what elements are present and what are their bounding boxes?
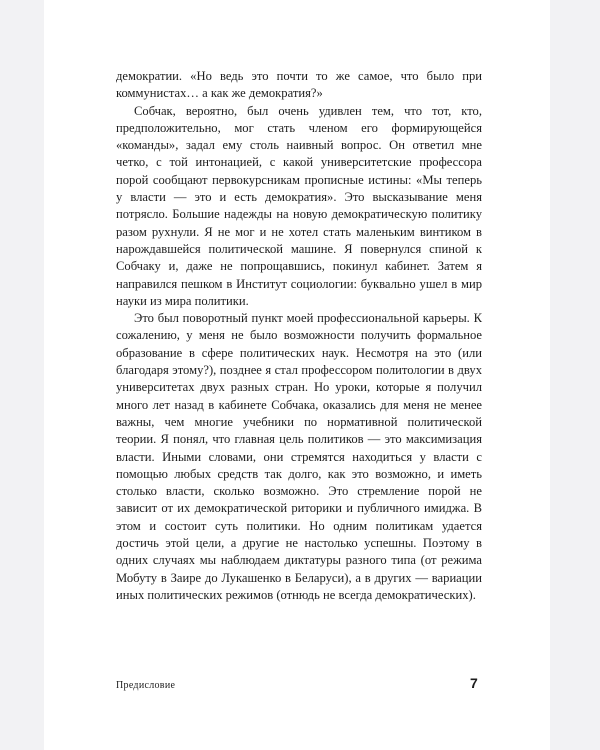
body-text: [116, 68, 482, 604]
book-page: [44, 0, 550, 750]
page-number: 7: [470, 675, 478, 691]
paragraph: Собчак, вероятно, был очень удивлен тем, что тот, кто, предположительно, мог стать членом его формирующейся «команды», задал ему столь наивный вопрос. Он ответил мне четко, с той интонацией, с какой университетские профессора порой сообщают первокурсникам прописные истины: «Мы теперь у власти — это и есть демократия». Это высказывание меня потрясло. Большие надежды на новую демократическую политику разом рухнули. Я не мог и не хотел стать маленьким винтиком в нарождавшейся политической машине. Я повернулся спиной к Собчаку и, даже не попрощавшись, покинул кабинет. Затем я направился пешком в Институт социологии: буквально ушел в мир науки из мира политики.: [116, 103, 482, 308]
paragraph: Это был поворотный пункт моей профессиональной карьеры. К сожалению, у меня не было возможности получить формальное образование в сфере политических наук. Несмотря на это (или благодаря этому?), позднее я стал профессором политологии в двух университетах двух разных стран. Но уроки, которые я получил много лет назад в кабинете Собчака, оказались для меня не менее важны, чем многие учебники по нормативной политической теории. Я понял, что главная цель политиков — это максимизация власти. Иными словами, они стремятся находиться у власти с помощью любых средств так долго, как это возможно, и иметь столько власти, сколько возможно. Это стремление порой не зависит от их демократической риторики и публичного имиджа. В этом и состоит суть политики. Но одним политикам удается достичь этой цели, а другие не настолько успешны. Поэтому в одних случаях мы наблюдаем диктатуры разного типа (от режима Мобуту в Заире до Лукашенко в Беларуси), а в других — вариации иных политических режимов (отнюдь не всегда демократических).: [116, 311, 482, 602]
running-footer-section-title: Предисловие: [116, 680, 176, 691]
paragraph: демократии. «Но ведь это почти то же самое, что было при коммунистах… а как же демократия?»: [116, 69, 482, 101]
